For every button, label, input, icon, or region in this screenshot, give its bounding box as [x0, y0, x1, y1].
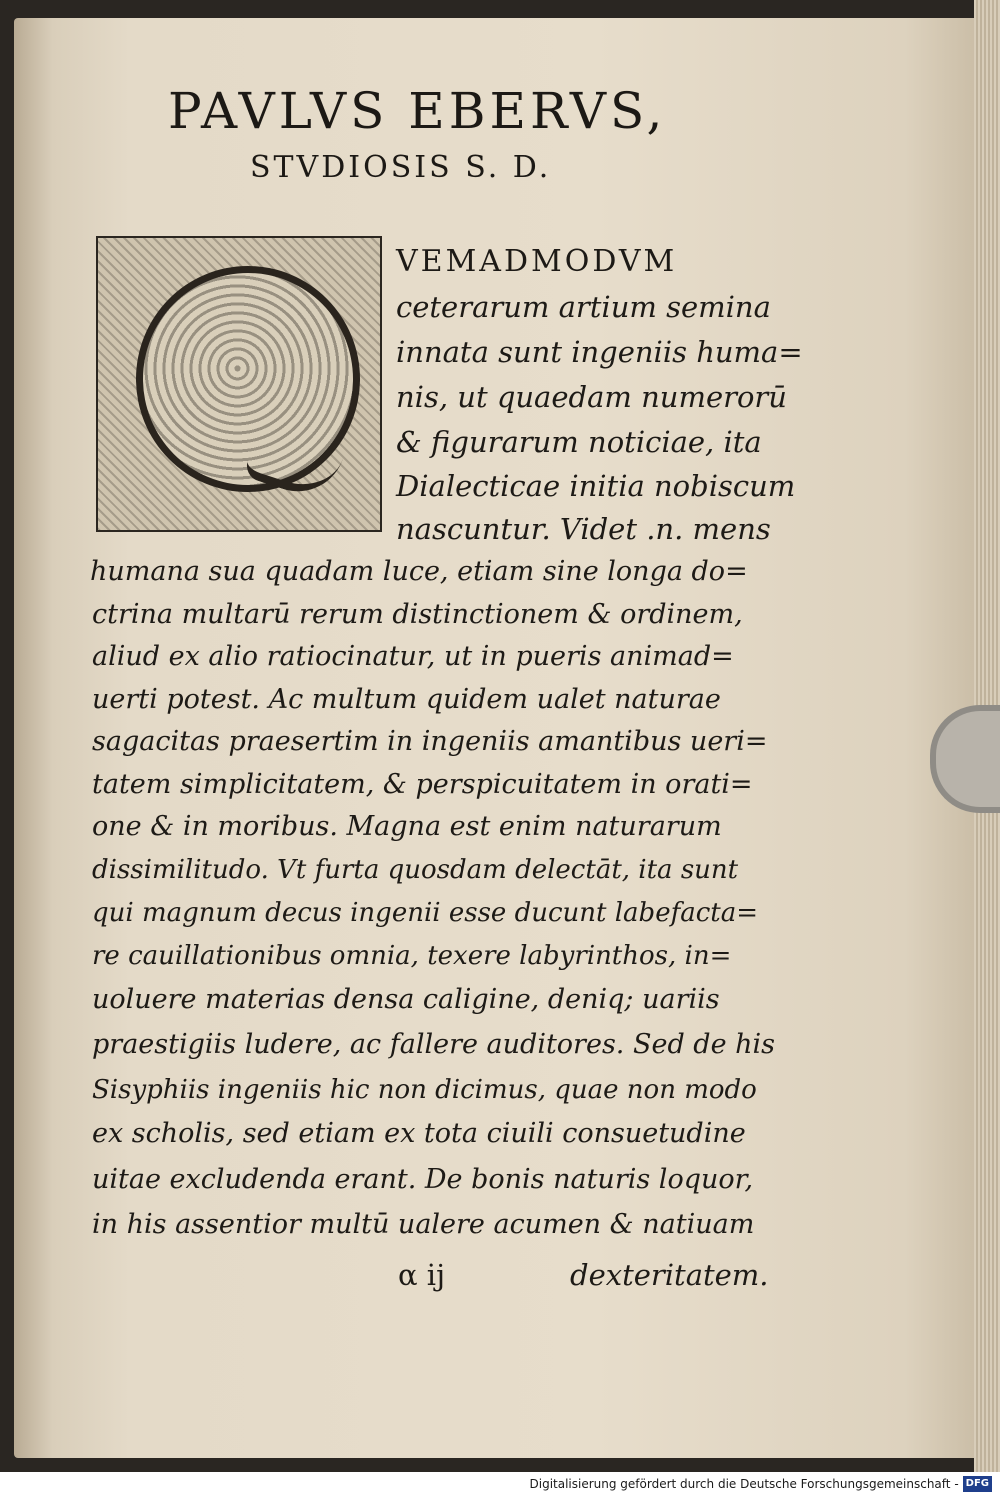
text-line: & figurarum noticiae, ita: [396, 425, 762, 459]
text-line: uerti potest. Ac multum quidem ualet naturae: [92, 684, 721, 715]
text-line: uoluere materias densa caligine, deniq; uariis: [92, 984, 720, 1015]
text-line: qui magnum decus ingenii esse ducunt labefacta=: [92, 898, 758, 928]
text-line: nis, ut quaedam numerorū: [396, 380, 787, 414]
text-line: dissimilitudo. Vt furta quosdam delectāt, ita sunt: [92, 855, 739, 885]
text-line: ex scholis, sed etiam ex tota ciuili consuetudine: [92, 1118, 746, 1149]
text-line: ctrina multarū rerum distinctionem & ordinem,: [92, 599, 743, 630]
page-subtitle: STVDIOSIS S. D.: [250, 150, 552, 185]
footer-credit: Digitalisierung gefördert durch die Deutsche Forschungsgemeinschaft -: [529, 1476, 959, 1491]
text-line: in his assentior multū ualere acumen & natiuam: [92, 1209, 755, 1240]
text-line: Sisyphiis ingeniis hic non dicimus, quae non modo: [92, 1075, 757, 1105]
text-line: ceterarum artium semina: [396, 290, 771, 324]
text-line: Dialecticae initia nobiscum: [396, 469, 796, 503]
text-line: uitae excludenda erant. De bonis naturis loquor,: [92, 1164, 754, 1195]
signature-mark: α ij: [398, 1258, 446, 1292]
text-line: tatem simplicitatem, & perspicuitatem in orati=: [92, 769, 753, 800]
text-line: innata sunt ingeniis huma=: [396, 335, 803, 369]
text-line: re cauillationibus omnia, texere labyrinthos, in=: [92, 941, 732, 971]
text-line: humana sua quadam luce, etiam sine longa do=: [90, 556, 748, 587]
text-line: nascuntur. Videt .n. mens: [396, 512, 771, 546]
text-line: aliud ex alio ratiocinatur, ut in pueris animad=: [92, 641, 734, 672]
text-line: sagacitas praesertim in ingeniis amantibus ueri=: [92, 726, 768, 757]
dfg-logo-icon: DFG: [963, 1476, 992, 1492]
footer-bar: [0, 1472, 1000, 1495]
text-line: one & in moribus. Magna est enim naturarum: [92, 811, 722, 842]
text-line: VEMADMODVM: [396, 244, 678, 279]
catchword: dexteritatem.: [570, 1258, 769, 1292]
page-title: PAVLVS EBERVS,: [168, 82, 667, 140]
text-line: praestigiis ludere, ac fallere auditores. Sed de his: [92, 1029, 776, 1060]
